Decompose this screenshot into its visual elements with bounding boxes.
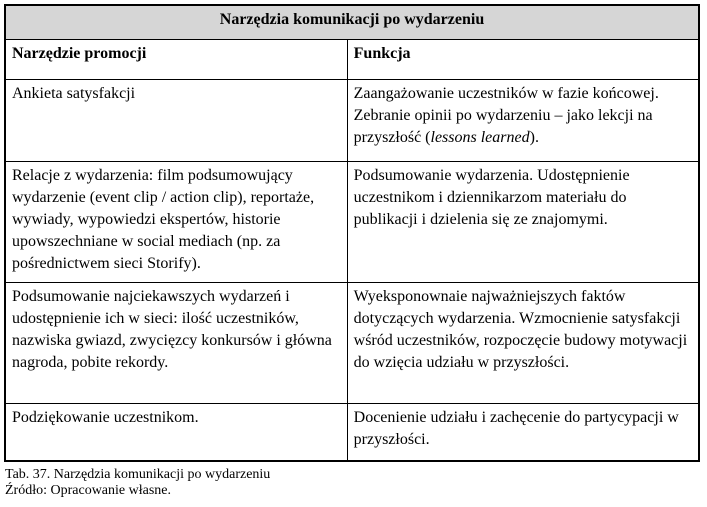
table-row (5, 403, 699, 461)
cell-tool: Podsumowanie najciekawszych wydarzeń i udostępnienie ich w sieci: ilość uczestników, nazwiska gwiazd, zwycięzcy konkursów i główna nagroda, pobite rekordy. (5, 282, 347, 403)
cell-function: Wyeksponownaie najważniejszych faktów dotyczących wydarzenia. Wzmocnienie satysfakcji wśród uczestników, rozpoczęcie budowy motywacji do wzięcia udziału w przyszłości. (347, 282, 699, 403)
cell-tool: Podziękowanie uczestnikom. (5, 403, 347, 461)
table-row (5, 79, 699, 161)
column-header-tool: Narzędzie promocji (5, 39, 347, 79)
table-title-row (5, 5, 699, 39)
column-header-function: Funkcja (347, 39, 699, 79)
cell-tool: Relacje z wydarzenia: film podsumowujący wydarzenie (event clip / action clip), reportaże, wywiady, wypowiedzi ekspertów, historie upowszechniane w social mediach (np. za pośrednictwem sieci Storify). (5, 161, 347, 282)
cell-function: Docenienie udziału i zachęcenie do partycypacji w przyszłości. (347, 403, 699, 461)
function-text-italic: lessons learned (430, 128, 530, 146)
communication-tools-table (4, 4, 700, 462)
table-row (5, 161, 699, 282)
table-row (5, 282, 699, 403)
cell-function (347, 79, 699, 161)
function-text: ). (529, 128, 539, 146)
cell-tool: Ankieta satysfakcji (5, 79, 347, 161)
table-title: Narzędzia komunikacji po wydarzeniu (5, 5, 699, 39)
table-caption: Tab. 37. Narzędzia komunikacji po wydarzeniu (5, 467, 271, 482)
cell-function: Podsumowanie wydarzenia. Udostępnienie uczestnikom i dziennikarzom materiału do publikacji i dzielenia się ze znajomymi. (347, 161, 699, 282)
table-source: Źródło: Opracowanie własne. (5, 483, 171, 498)
table-header-row (5, 39, 699, 79)
function-text: Zaangażowanie uczestników w fazie końcowej. Zebranie opinii po wydarzeniu – jako lekcji na przyszłość ( (353, 84, 659, 146)
